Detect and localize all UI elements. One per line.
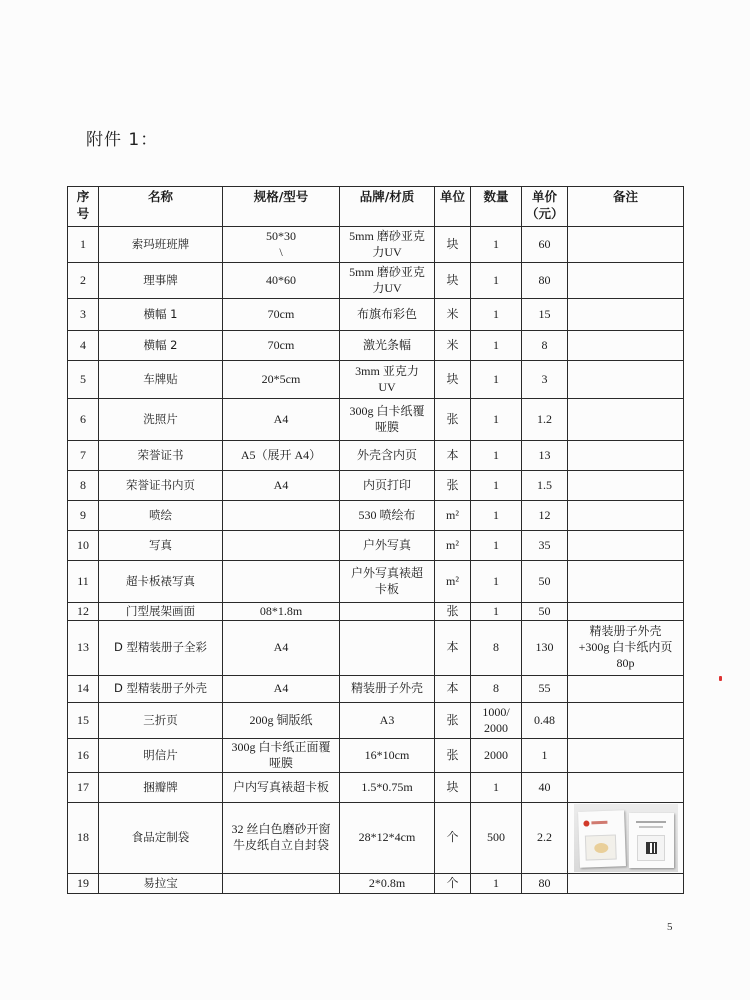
cell-unit: 块 (435, 263, 471, 299)
cell-name: 车牌贴 (99, 361, 223, 399)
scan-mark (719, 676, 722, 681)
cell-spec (223, 874, 340, 894)
table-row (68, 361, 684, 399)
cell-unit: 米 (435, 331, 471, 361)
cell-no: 16 (68, 739, 99, 773)
cell-no: 10 (68, 531, 99, 561)
cell-material: 2*0.8m (340, 874, 435, 894)
header-name: 名称 (99, 187, 223, 227)
cell-remark (568, 773, 684, 803)
cell-remark (568, 361, 684, 399)
cell-material: 300g 白卡纸覆哑膜 (340, 399, 435, 441)
cell-spec: 300g 白卡纸正面覆哑膜 (223, 739, 340, 773)
cell-spec: A4 (223, 471, 340, 501)
cell-spec: 32 丝白色磨砂开窗牛皮纸自立自封袋 (223, 803, 340, 874)
cell-name: 食品定制袋 (99, 803, 223, 874)
brand-mark (591, 821, 607, 825)
cell-remark (568, 299, 684, 331)
item-price-table (67, 186, 684, 894)
header-remark: 备注 (568, 187, 684, 227)
cell-unit: m² (435, 561, 471, 603)
cell-qty: 1 (471, 263, 522, 299)
table-row (68, 227, 684, 263)
header-no: 序 号 (68, 187, 99, 227)
table-row (68, 501, 684, 531)
cell-remark: 精装册子外壳+300g 白卡纸内页 80p (568, 621, 684, 676)
cell-material: 外壳含内页 (340, 441, 435, 471)
cell-material: 5mm 磨砂亚克力UV (340, 263, 435, 299)
cell-material: 16*10cm (340, 739, 435, 773)
cell-spec: A4 (223, 676, 340, 703)
bag-back-view (629, 813, 674, 868)
cell-remark (568, 471, 684, 501)
cell-price: 80 (522, 263, 568, 299)
cell-price: 1.5 (522, 471, 568, 501)
cell-name: 索玛班班牌 (99, 227, 223, 263)
cell-unit: 块 (435, 773, 471, 803)
cell-spec: 50*30 \ (223, 227, 340, 263)
qr-code-icon (646, 842, 657, 854)
cell-name: 三折页 (99, 703, 223, 739)
cell-name: 门型展架画面 (99, 603, 223, 621)
cell-material (340, 603, 435, 621)
cell-price: 80 (522, 874, 568, 894)
cell-remark (568, 739, 684, 773)
cell-name: D 型精装册子全彩 (99, 621, 223, 676)
cell-material: 布旗布彩色 (340, 299, 435, 331)
cell-price: 130 (522, 621, 568, 676)
cell-name: 明信片 (99, 739, 223, 773)
header-price: 单价 （元） (522, 187, 568, 227)
table-row (68, 603, 684, 621)
cell-material: 户外写真 (340, 531, 435, 561)
cell-price: 50 (522, 603, 568, 621)
cell-qty: 1 (471, 501, 522, 531)
cell-remark (568, 803, 684, 874)
cell-material: 内页打印 (340, 471, 435, 501)
cell-qty: 1 (471, 773, 522, 803)
cell-remark (568, 441, 684, 471)
cell-remark (568, 399, 684, 441)
cell-remark (568, 331, 684, 361)
cell-qty: 1 (471, 531, 522, 561)
cell-material: 1.5*0.75m (340, 773, 435, 803)
cell-unit: 个 (435, 803, 471, 874)
cell-price: 0.48 (522, 703, 568, 739)
cell-remark (568, 531, 684, 561)
cell-unit: 块 (435, 361, 471, 399)
cell-price: 35 (522, 531, 568, 561)
cell-spec: A4 (223, 399, 340, 441)
cell-unit: m² (435, 501, 471, 531)
cell-unit: 张 (435, 703, 471, 739)
cell-spec: 20*5cm (223, 361, 340, 399)
cell-name: 超卡板裱写真 (99, 561, 223, 603)
cell-price: 2.2 (522, 803, 568, 874)
cell-material: A3 (340, 703, 435, 739)
cell-spec: 70cm (223, 331, 340, 361)
cell-spec: 户内写真裱超卡板 (223, 773, 340, 803)
cell-unit: 张 (435, 399, 471, 441)
cell-price: 12 (522, 501, 568, 531)
cell-unit: 张 (435, 739, 471, 773)
cell-price: 8 (522, 331, 568, 361)
brand-logo-icon (583, 820, 589, 826)
cell-remark (568, 263, 684, 299)
cell-no: 19 (68, 874, 99, 894)
cell-material: 530 喷绘布 (340, 501, 435, 531)
cell-qty: 1 (471, 399, 522, 441)
table-header-row (68, 187, 684, 227)
cell-no: 15 (68, 703, 99, 739)
header-unit: 单位 (435, 187, 471, 227)
cell-unit: m² (435, 531, 471, 561)
table-row (68, 263, 684, 299)
cell-qty: 1 (471, 441, 522, 471)
page-number: 5 (667, 921, 673, 933)
cell-remark (568, 676, 684, 703)
cell-material: 精装册子外壳 (340, 676, 435, 703)
cell-qty: 1000/ 2000 (471, 703, 522, 739)
cell-material: 激光条幅 (340, 331, 435, 361)
cell-name: D 型精装册子外壳 (99, 676, 223, 703)
cell-no: 18 (68, 803, 99, 874)
cell-no: 6 (68, 399, 99, 441)
cell-name: 易拉宝 (99, 874, 223, 894)
cell-name: 荣誉证书 (99, 441, 223, 471)
cell-spec (223, 501, 340, 531)
table-row (68, 399, 684, 441)
bag-front-view (578, 810, 626, 868)
cell-material: 3mm 亚克力 UV (340, 361, 435, 399)
table-row (68, 621, 684, 676)
table-row (68, 561, 684, 603)
cell-material: 28*12*4cm (340, 803, 435, 874)
cell-no: 12 (68, 603, 99, 621)
cell-price: 3 (522, 361, 568, 399)
cell-no: 17 (68, 773, 99, 803)
cell-price: 50 (522, 561, 568, 603)
table-row (68, 773, 684, 803)
cell-name: 横幅 2 (99, 331, 223, 361)
cell-qty: 1 (471, 331, 522, 361)
cell-qty: 1 (471, 361, 522, 399)
cell-remark (568, 561, 684, 603)
document-title: 附件 1： (86, 130, 159, 150)
cell-unit: 米 (435, 299, 471, 331)
cell-unit: 个 (435, 874, 471, 894)
cell-no: 11 (68, 561, 99, 603)
cell-qty: 1 (471, 471, 522, 501)
cell-qty: 1 (471, 603, 522, 621)
cell-unit: 本 (435, 441, 471, 471)
cell-name: 理事牌 (99, 263, 223, 299)
cell-unit: 张 (435, 603, 471, 621)
cell-price: 13 (522, 441, 568, 471)
cell-qty: 8 (471, 676, 522, 703)
table-row (68, 703, 684, 739)
cell-spec (223, 531, 340, 561)
table-row (68, 676, 684, 703)
table-row (68, 803, 684, 874)
cell-remark (568, 603, 684, 621)
food-bag-photo (574, 804, 678, 872)
cell-price: 60 (522, 227, 568, 263)
cell-unit: 张 (435, 471, 471, 501)
cell-name: 喷绘 (99, 501, 223, 531)
cell-no: 4 (68, 331, 99, 361)
cell-price: 55 (522, 676, 568, 703)
cell-no: 5 (68, 361, 99, 399)
bag-window (584, 835, 616, 861)
table-row (68, 739, 684, 773)
cell-qty: 1 (471, 299, 522, 331)
cell-material: 户外写真裱超卡板 (340, 561, 435, 603)
cell-unit: 本 (435, 676, 471, 703)
cell-name: 写真 (99, 531, 223, 561)
cell-name: 横幅 1 (99, 299, 223, 331)
bag-window (637, 835, 665, 861)
cell-spec: 200g 铜版纸 (223, 703, 340, 739)
cell-spec: 08*1.8m (223, 603, 340, 621)
cell-price: 15 (522, 299, 568, 331)
cell-material: 5mm 磨砂亚克力UV (340, 227, 435, 263)
cell-qty: 1 (471, 874, 522, 894)
cell-no: 7 (68, 441, 99, 471)
table-row (68, 471, 684, 501)
cell-spec: 40*60 (223, 263, 340, 299)
cell-no: 13 (68, 621, 99, 676)
cell-no: 2 (68, 263, 99, 299)
cell-spec: 70cm (223, 299, 340, 331)
label-stripe (639, 826, 663, 828)
cell-unit: 本 (435, 621, 471, 676)
cell-qty: 1 (471, 227, 522, 263)
cell-qty: 500 (471, 803, 522, 874)
cell-price: 1.2 (522, 399, 568, 441)
cell-spec: A5（展开 A4） (223, 441, 340, 471)
table-row (68, 531, 684, 561)
label-stripe (636, 821, 666, 823)
header-qty: 数量 (471, 187, 522, 227)
cell-qty: 1 (471, 561, 522, 603)
cell-qty: 8 (471, 621, 522, 676)
table-row (68, 299, 684, 331)
table-row (68, 874, 684, 894)
cell-no: 9 (68, 501, 99, 531)
cell-name: 洗照片 (99, 399, 223, 441)
table-row (68, 441, 684, 471)
cell-price: 40 (522, 773, 568, 803)
cell-no: 14 (68, 676, 99, 703)
cell-remark (568, 703, 684, 739)
cell-no: 8 (68, 471, 99, 501)
cell-spec: A4 (223, 621, 340, 676)
cell-name: 荣誉证书内页 (99, 471, 223, 501)
header-spec: 规格/型号 (223, 187, 340, 227)
cell-name: 捆瓣牌 (99, 773, 223, 803)
cell-no: 3 (68, 299, 99, 331)
cell-unit: 块 (435, 227, 471, 263)
cell-material (340, 621, 435, 676)
cell-remark (568, 874, 684, 894)
header-material: 品牌/材质 (340, 187, 435, 227)
cell-qty: 2000 (471, 739, 522, 773)
food-illustration (594, 843, 608, 853)
cell-no: 1 (68, 227, 99, 263)
cell-spec (223, 561, 340, 603)
cell-remark (568, 501, 684, 531)
cell-price: 1 (522, 739, 568, 773)
table-row (68, 331, 684, 361)
cell-remark (568, 227, 684, 263)
